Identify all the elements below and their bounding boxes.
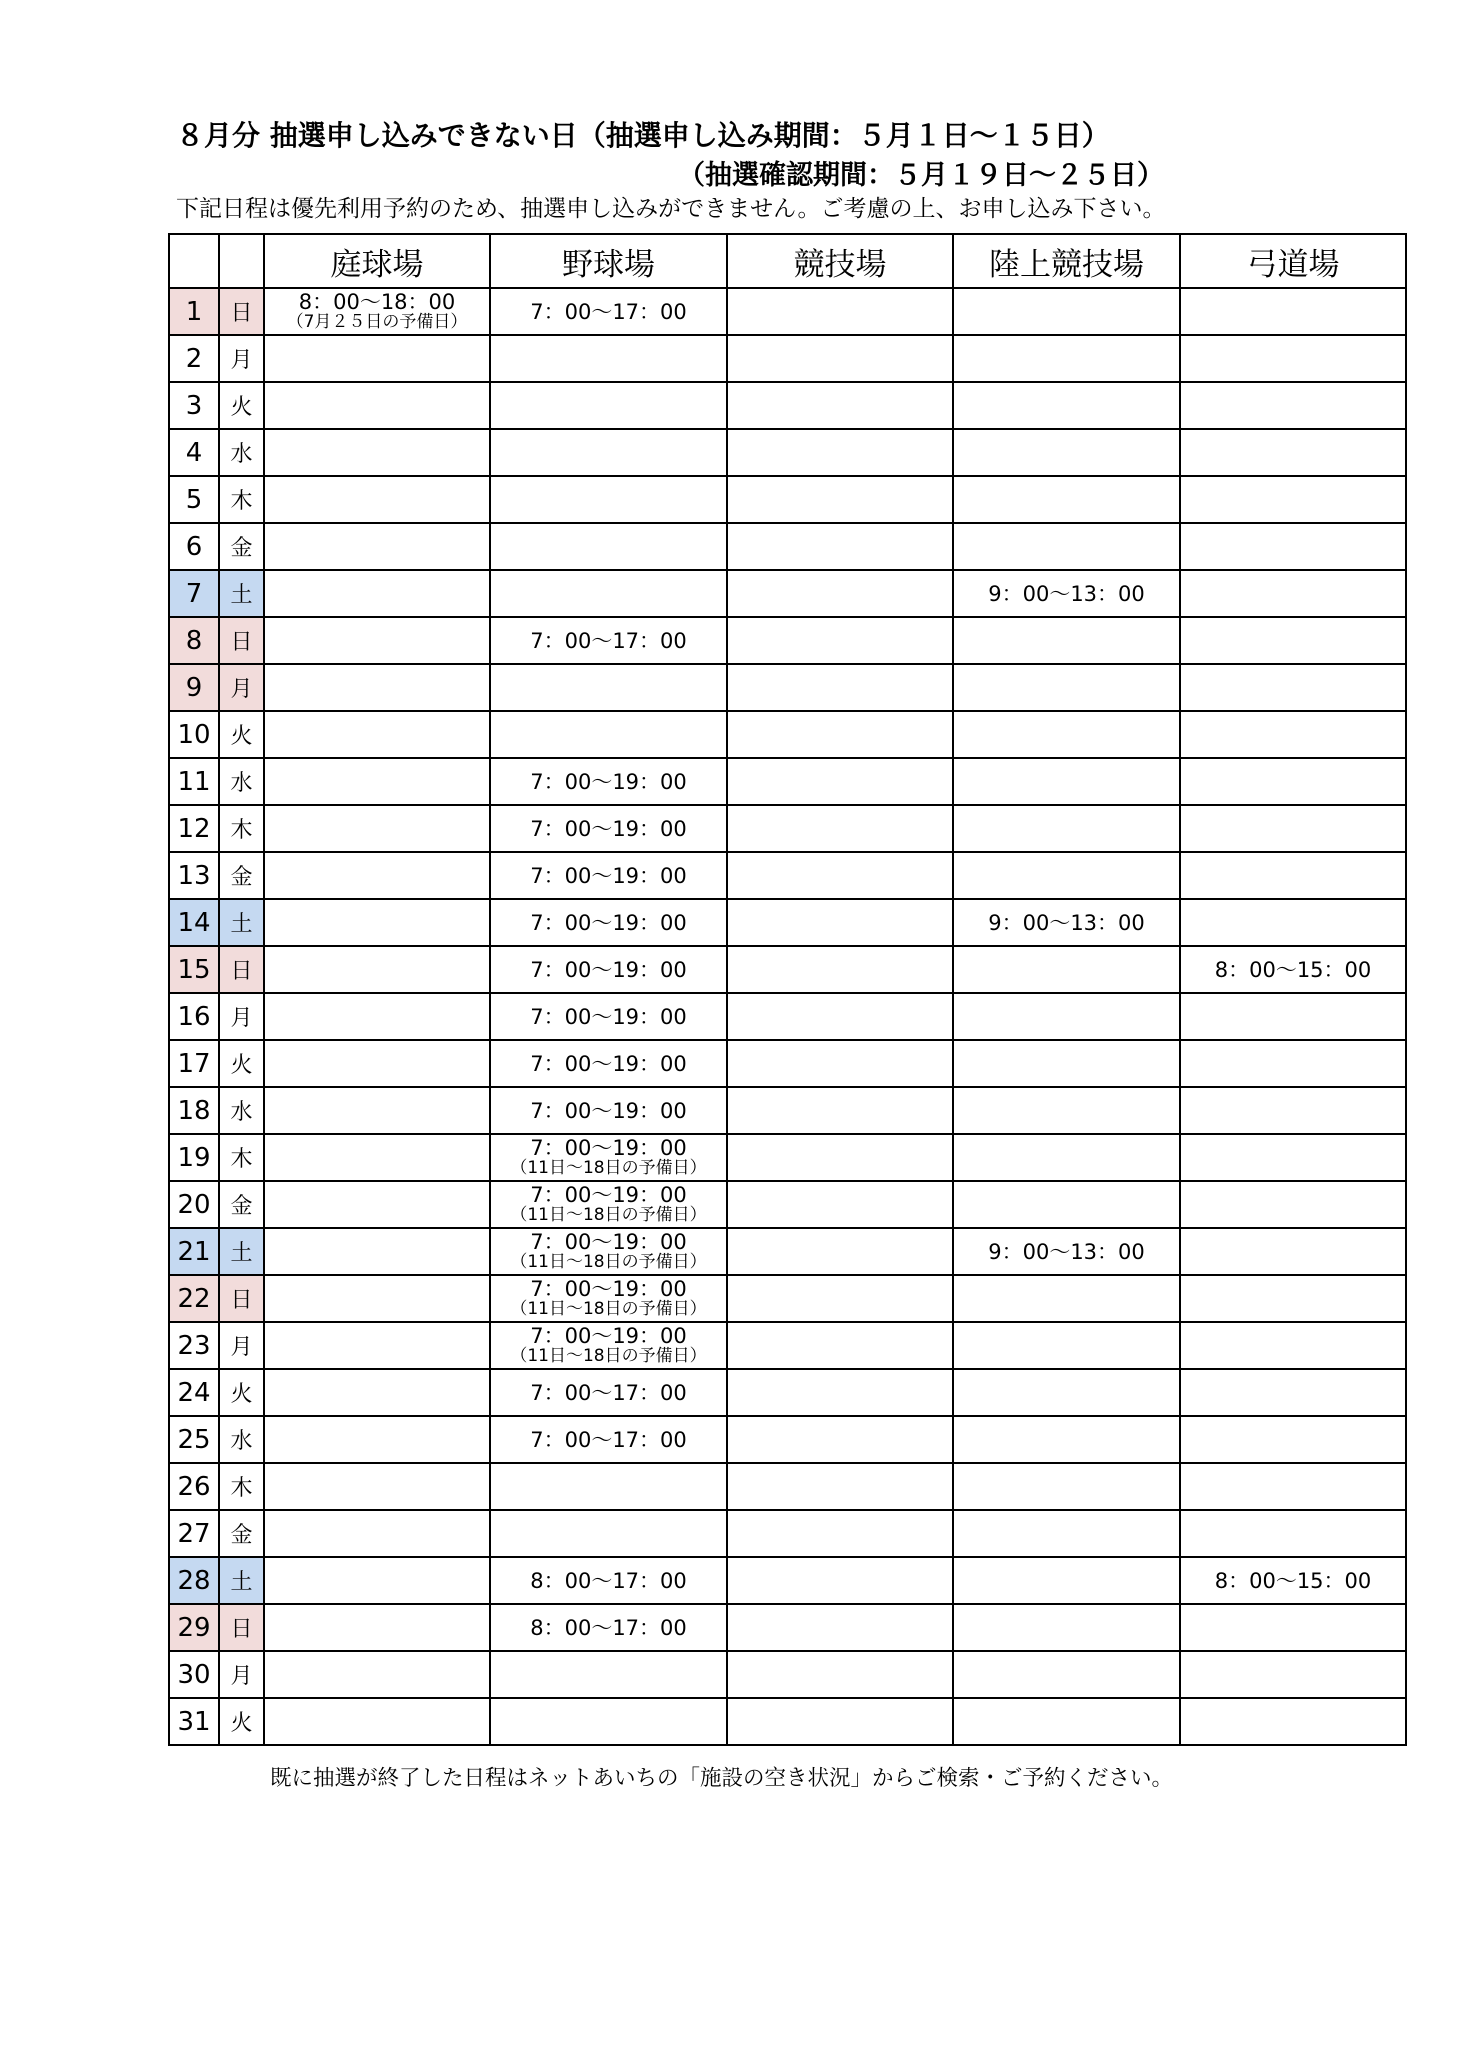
facility-cell-athletics-stadium: [953, 899, 1180, 946]
facility-cell-stadium: [727, 711, 953, 758]
facility-cell-stadium: [727, 523, 953, 570]
reserved-time: 8：00～17：00: [530, 1615, 687, 1640]
facility-cell-tennis-court: [264, 946, 490, 993]
table-row: [169, 664, 1406, 711]
table-row: [169, 946, 1406, 993]
facility-cell-baseball-field: [490, 1651, 727, 1698]
header-row: [169, 234, 1406, 288]
facility-cell-stadium: [727, 570, 953, 617]
facility-cell-archery-range: [1180, 852, 1406, 899]
facility-cell-stadium: [727, 805, 953, 852]
facility-cell-stadium: [727, 1275, 953, 1322]
reserved-time: 7：00～19：00: [530, 1182, 687, 1207]
facility-cell-tennis-court: [264, 570, 490, 617]
facility-cell-stadium: [727, 1087, 953, 1134]
facility-cell-archery-range: [1180, 288, 1406, 335]
facility-cell-baseball-field: [490, 1510, 727, 1557]
facility-cell-archery-range: [1180, 1228, 1406, 1275]
facility-cell-tennis-court: [264, 1698, 490, 1745]
facility-cell-stadium: [727, 1510, 953, 1557]
reserved-note: （11日～18日の予備日）: [510, 1251, 707, 1272]
facility-cell-baseball-field: [490, 1134, 727, 1181]
facility-cell-stadium: [727, 1322, 953, 1369]
facility-cell-baseball-field: [490, 1181, 727, 1228]
facility-cell-athletics-stadium: [953, 1557, 1180, 1604]
facility-cell-tennis-court: [264, 617, 490, 664]
facility-cell-archery-range: [1180, 1369, 1406, 1416]
schedule-body: [169, 288, 1406, 1745]
facility-cell-archery-range: [1180, 946, 1406, 993]
facility-cell-athletics-stadium: [953, 1698, 1180, 1745]
day-number-cell: 26: [169, 1463, 219, 1510]
facility-cell-tennis-court: [264, 1087, 490, 1134]
table-row: [169, 1463, 1406, 1510]
weekday-cell: 月: [219, 664, 264, 711]
facility-cell-archery-range: [1180, 664, 1406, 711]
weekday-cell: 日: [219, 1275, 264, 1322]
weekday-cell: 土: [219, 570, 264, 617]
facility-cell-archery-range: [1180, 570, 1406, 617]
table-row: [169, 382, 1406, 429]
facility-cell-baseball-field: [490, 523, 727, 570]
facility-cell-baseball-field: [490, 382, 727, 429]
facility-cell-tennis-court: [264, 523, 490, 570]
reserved-time: 7：00～17：00: [530, 299, 687, 324]
facility-cell-athletics-stadium: [953, 1463, 1180, 1510]
facility-cell-baseball-field: [490, 1416, 727, 1463]
facility-cell-archery-range: [1180, 711, 1406, 758]
facility-cell-archery-range: [1180, 1087, 1406, 1134]
facility-cell-baseball-field: [490, 476, 727, 523]
table-row: [169, 805, 1406, 852]
facility-cell-tennis-court: [264, 335, 490, 382]
day-number-cell: 13: [169, 852, 219, 899]
facility-cell-archery-range: [1180, 899, 1406, 946]
facility-cell-athletics-stadium: [953, 993, 1180, 1040]
day-number-cell: 21: [169, 1228, 219, 1275]
table-row: [169, 1087, 1406, 1134]
facility-cell-athletics-stadium: [953, 1228, 1180, 1275]
reserved-time: 8：00～15：00: [1214, 1568, 1372, 1593]
facility-cell-athletics-stadium: [953, 758, 1180, 805]
facility-cell-archery-range: [1180, 617, 1406, 664]
facility-cell-athletics-stadium: [953, 429, 1180, 476]
facility-cell-athletics-stadium: [953, 335, 1180, 382]
reserved-time: 7：00～19：00: [530, 1051, 687, 1076]
facility-cell-stadium: [727, 382, 953, 429]
facility-cell-archery-range: [1180, 1604, 1406, 1651]
reserved-note: （11日～18日の予備日）: [510, 1298, 707, 1319]
day-number-cell: 8: [169, 617, 219, 664]
facility-cell-tennis-court: [264, 429, 490, 476]
facility-cell-stadium: [727, 852, 953, 899]
facility-cell-baseball-field: [490, 335, 727, 382]
facility-cell-tennis-court: [264, 758, 490, 805]
table-row: [169, 1416, 1406, 1463]
facility-cell-baseball-field: [490, 1275, 727, 1322]
facility-cell-archery-range: [1180, 1181, 1406, 1228]
facility-cell-archery-range: [1180, 1134, 1406, 1181]
facility-cell-stadium: [727, 1134, 953, 1181]
table-row: [169, 1040, 1406, 1087]
facility-cell-archery-range: [1180, 1651, 1406, 1698]
day-number-cell: 15: [169, 946, 219, 993]
facility-cell-athletics-stadium: [953, 523, 1180, 570]
reserved-note: （11日～18日の予備日）: [510, 1345, 707, 1366]
weekday-cell: 金: [219, 1510, 264, 1557]
facility-cell-athletics-stadium: [953, 1040, 1180, 1087]
weekday-cell: 金: [219, 1181, 264, 1228]
day-number-cell: 17: [169, 1040, 219, 1087]
facility-cell-athletics-stadium: [953, 382, 1180, 429]
table-row: [169, 335, 1406, 382]
day-number-cell: 22: [169, 1275, 219, 1322]
day-number-cell: 28: [169, 1557, 219, 1604]
facility-cell-tennis-court: [264, 288, 490, 335]
header-athletics-stadium: 陸上競技場: [953, 234, 1180, 288]
table-row: [169, 899, 1406, 946]
facility-cell-stadium: [727, 1557, 953, 1604]
day-number-cell: 12: [169, 805, 219, 852]
table-row: [169, 1275, 1406, 1322]
facility-cell-stadium: [727, 1181, 953, 1228]
table-row: [169, 1228, 1406, 1275]
facility-cell-baseball-field: [490, 946, 727, 993]
facility-cell-athletics-stadium: [953, 1322, 1180, 1369]
facility-cell-stadium: [727, 1040, 953, 1087]
day-number-cell: 2: [169, 335, 219, 382]
table-row: [169, 852, 1406, 899]
table-row: [169, 476, 1406, 523]
facility-cell-tennis-court: [264, 1134, 490, 1181]
table-row: [169, 1698, 1406, 1745]
facility-cell-archery-range: [1180, 382, 1406, 429]
facility-cell-stadium: [727, 1651, 953, 1698]
table-row: [169, 758, 1406, 805]
day-number-cell: 29: [169, 1604, 219, 1651]
reserved-time: 8：00～18：00: [298, 289, 456, 314]
facility-cell-archery-range: [1180, 1698, 1406, 1745]
facility-cell-baseball-field: [490, 852, 727, 899]
weekday-cell: 水: [219, 758, 264, 805]
schedule-section: [168, 233, 1405, 1792]
facility-cell-athletics-stadium: [953, 476, 1180, 523]
weekday-cell: 土: [219, 899, 264, 946]
facility-cell-stadium: [727, 993, 953, 1040]
facility-cell-baseball-field: [490, 570, 727, 617]
facility-cell-athletics-stadium: [953, 288, 1180, 335]
table-header: [169, 234, 1406, 288]
reserved-time: 7：00～19：00: [530, 816, 687, 841]
facility-cell-baseball-field: [490, 1040, 727, 1087]
day-number-cell: 19: [169, 1134, 219, 1181]
weekday-cell: 火: [219, 382, 264, 429]
day-number-cell: 9: [169, 664, 219, 711]
facility-cell-baseball-field: [490, 1557, 727, 1604]
weekday-cell: 日: [219, 288, 264, 335]
facility-cell-tennis-court: [264, 1181, 490, 1228]
day-number-cell: 25: [169, 1416, 219, 1463]
weekday-cell: 水: [219, 1087, 264, 1134]
facility-cell-archery-range: [1180, 993, 1406, 1040]
weekday-cell: 木: [219, 805, 264, 852]
facility-cell-tennis-court: [264, 1275, 490, 1322]
weekday-cell: 木: [219, 1463, 264, 1510]
facility-cell-tennis-court: [264, 382, 490, 429]
reserved-time: 7：00～17：00: [530, 1427, 687, 1452]
facility-cell-stadium: [727, 429, 953, 476]
reserved-note: （7月２５日の予備日）: [286, 311, 468, 332]
facility-cell-athletics-stadium: [953, 852, 1180, 899]
facility-cell-tennis-court: [264, 899, 490, 946]
reserved-time: 7：00～19：00: [530, 769, 687, 794]
reserved-note: （11日～18日の予備日）: [510, 1204, 707, 1225]
facility-cell-stadium: [727, 664, 953, 711]
facility-cell-tennis-court: [264, 1369, 490, 1416]
facility-cell-athletics-stadium: [953, 1604, 1180, 1651]
facility-cell-baseball-field: [490, 1463, 727, 1510]
header-baseball-field: 野球場: [490, 234, 727, 288]
table-row: [169, 993, 1406, 1040]
facility-cell-archery-range: [1180, 1275, 1406, 1322]
facility-cell-archery-range: [1180, 523, 1406, 570]
facility-cell-stadium: [727, 1604, 953, 1651]
header-weekday: [219, 234, 264, 288]
facility-cell-stadium: [727, 335, 953, 382]
weekday-cell: 月: [219, 1651, 264, 1698]
weekday-cell: 日: [219, 1604, 264, 1651]
weekday-cell: 木: [219, 476, 264, 523]
weekday-cell: 水: [219, 429, 264, 476]
weekday-cell: 木: [219, 1134, 264, 1181]
weekday-cell: 火: [219, 711, 264, 758]
facility-cell-athletics-stadium: [953, 1510, 1180, 1557]
facility-cell-tennis-court: [264, 1557, 490, 1604]
facility-cell-tennis-court: [264, 1463, 490, 1510]
day-number-cell: 20: [169, 1181, 219, 1228]
table-row: [169, 617, 1406, 664]
facility-cell-baseball-field: [490, 993, 727, 1040]
facility-cell-tennis-court: [264, 476, 490, 523]
facility-cell-athletics-stadium: [953, 1134, 1180, 1181]
header-day: [169, 234, 219, 288]
header-stadium: 競技場: [727, 234, 953, 288]
facility-cell-baseball-field: [490, 899, 727, 946]
facility-cell-athletics-stadium: [953, 570, 1180, 617]
facility-cell-stadium: [727, 476, 953, 523]
reserved-time: 7：00～19：00: [530, 1229, 687, 1254]
table-row: [169, 1604, 1406, 1651]
table-row: [169, 1134, 1406, 1181]
schedule-table: [168, 233, 1407, 1746]
day-number-cell: 7: [169, 570, 219, 617]
facility-cell-archery-range: [1180, 805, 1406, 852]
table-row: [169, 1557, 1406, 1604]
facility-cell-baseball-field: [490, 1698, 727, 1745]
facility-cell-baseball-field: [490, 288, 727, 335]
header-tennis-court: 庭球場: [264, 234, 490, 288]
facility-cell-tennis-court: [264, 1416, 490, 1463]
facility-cell-baseball-field: [490, 1322, 727, 1369]
reserved-time: 8：00～15：00: [1214, 957, 1372, 982]
day-number-cell: 23: [169, 1322, 219, 1369]
facility-cell-tennis-court: [264, 1604, 490, 1651]
day-number-cell: 3: [169, 382, 219, 429]
reserved-time: 8：00～17：00: [530, 1568, 687, 1593]
facility-cell-athletics-stadium: [953, 1369, 1180, 1416]
day-number-cell: 30: [169, 1651, 219, 1698]
weekday-cell: 水: [219, 1416, 264, 1463]
weekday-cell: 火: [219, 1040, 264, 1087]
facility-cell-athletics-stadium: [953, 1275, 1180, 1322]
facility-cell-stadium: [727, 288, 953, 335]
facility-cell-stadium: [727, 1416, 953, 1463]
facility-cell-athletics-stadium: [953, 711, 1180, 758]
facility-cell-stadium: [727, 946, 953, 993]
facility-cell-athletics-stadium: [953, 1416, 1180, 1463]
facility-cell-archery-range: [1180, 758, 1406, 805]
facility-cell-archery-range: [1180, 335, 1406, 382]
day-number-cell: 11: [169, 758, 219, 805]
facility-cell-athletics-stadium: [953, 946, 1180, 993]
facility-cell-baseball-field: [490, 1369, 727, 1416]
table-row: [169, 711, 1406, 758]
reserved-time: 7：00～19：00: [530, 1323, 687, 1348]
weekday-cell: 土: [219, 1228, 264, 1275]
notice-text: 下記日程は優先利用予約のため、抽選申し込みができません。ご考慮の上、お申し込み下さい。: [176, 196, 1166, 222]
day-number-cell: 24: [169, 1369, 219, 1416]
reserved-time: 7：00～19：00: [530, 1135, 687, 1160]
facility-cell-tennis-court: [264, 664, 490, 711]
day-number-cell: 31: [169, 1698, 219, 1745]
reserved-time: 9：00～13：00: [988, 581, 1145, 606]
day-number-cell: 1: [169, 288, 219, 335]
header-archery-range: 弓道場: [1180, 234, 1406, 288]
facility-cell-archery-range: [1180, 429, 1406, 476]
facility-cell-baseball-field: [490, 1087, 727, 1134]
reserved-time: 9：00～13：00: [988, 1239, 1145, 1264]
table-row: [169, 1510, 1406, 1557]
facility-cell-athletics-stadium: [953, 664, 1180, 711]
facility-cell-tennis-court: [264, 1651, 490, 1698]
reserved-time: 9：00～13：00: [988, 910, 1145, 935]
day-number-cell: 6: [169, 523, 219, 570]
reserved-time: 7：00～19：00: [530, 1004, 687, 1029]
reserved-time: 7：00～19：00: [530, 910, 687, 935]
weekday-cell: 火: [219, 1369, 264, 1416]
weekday-cell: 月: [219, 993, 264, 1040]
table-row: [169, 429, 1406, 476]
confirmation-period: （抽選確認期間：５月１９日～２５日）: [678, 160, 1164, 191]
facility-cell-archery-range: [1180, 1416, 1406, 1463]
facility-cell-baseball-field: [490, 1228, 727, 1275]
day-number-cell: 18: [169, 1087, 219, 1134]
facility-cell-tennis-court: [264, 805, 490, 852]
table-row: [169, 288, 1406, 335]
day-number-cell: 5: [169, 476, 219, 523]
table-row: [169, 1651, 1406, 1698]
facility-cell-baseball-field: [490, 805, 727, 852]
facility-cell-baseball-field: [490, 758, 727, 805]
facility-cell-tennis-court: [264, 711, 490, 758]
facility-cell-tennis-court: [264, 852, 490, 899]
reserved-time: 7：00～19：00: [530, 1098, 687, 1123]
facility-cell-baseball-field: [490, 664, 727, 711]
day-number-cell: 16: [169, 993, 219, 1040]
facility-cell-athletics-stadium: [953, 805, 1180, 852]
day-number-cell: 14: [169, 899, 219, 946]
facility-cell-archery-range: [1180, 1510, 1406, 1557]
facility-cell-athletics-stadium: [953, 1651, 1180, 1698]
facility-cell-tennis-court: [264, 1510, 490, 1557]
facility-cell-stadium: [727, 1698, 953, 1745]
reserved-time: 7：00～19：00: [530, 863, 687, 888]
reserved-time: 7：00～17：00: [530, 1380, 687, 1405]
reserved-note: （11日～18日の予備日）: [510, 1157, 707, 1178]
weekday-cell: 金: [219, 523, 264, 570]
facility-cell-stadium: [727, 1369, 953, 1416]
footer-note: 既に抽選が終了した日程はネットあいちの「施設の空き状況」からご検索・ご予約ください。: [270, 1766, 1174, 1791]
facility-cell-archery-range: [1180, 1557, 1406, 1604]
table-row: [169, 1181, 1406, 1228]
table-row: [169, 1369, 1406, 1416]
day-number-cell: 10: [169, 711, 219, 758]
facility-cell-tennis-court: [264, 1322, 490, 1369]
weekday-cell: 火: [219, 1698, 264, 1745]
facility-cell-archery-range: [1180, 1322, 1406, 1369]
reserved-time: 7：00～17：00: [530, 628, 687, 653]
facility-cell-athletics-stadium: [953, 1087, 1180, 1134]
weekday-cell: 月: [219, 335, 264, 382]
weekday-cell: 金: [219, 852, 264, 899]
facility-cell-baseball-field: [490, 1604, 727, 1651]
facility-cell-athletics-stadium: [953, 617, 1180, 664]
facility-cell-stadium: [727, 617, 953, 664]
facility-cell-stadium: [727, 1463, 953, 1510]
page-title: ８月分 抽選申し込みできない日（抽選申し込み期間：５月１日～１５日）: [176, 119, 1110, 152]
facility-cell-stadium: [727, 899, 953, 946]
facility-cell-baseball-field: [490, 429, 727, 476]
table-row: [169, 570, 1406, 617]
facility-cell-tennis-court: [264, 993, 490, 1040]
facility-cell-archery-range: [1180, 1040, 1406, 1087]
weekday-cell: 日: [219, 946, 264, 993]
weekday-cell: 土: [219, 1557, 264, 1604]
table-row: [169, 1322, 1406, 1369]
facility-cell-stadium: [727, 758, 953, 805]
facility-cell-archery-range: [1180, 476, 1406, 523]
facility-cell-baseball-field: [490, 711, 727, 758]
facility-cell-tennis-court: [264, 1228, 490, 1275]
reserved-time: 7：00～19：00: [530, 1276, 687, 1301]
facility-cell-baseball-field: [490, 617, 727, 664]
day-number-cell: 4: [169, 429, 219, 476]
reserved-time: 7：00～19：00: [530, 957, 687, 982]
facility-cell-archery-range: [1180, 1463, 1406, 1510]
day-number-cell: 27: [169, 1510, 219, 1557]
facility-cell-tennis-court: [264, 1040, 490, 1087]
facility-cell-athletics-stadium: [953, 1181, 1180, 1228]
weekday-cell: 日: [219, 617, 264, 664]
table-row: [169, 523, 1406, 570]
facility-cell-stadium: [727, 1228, 953, 1275]
weekday-cell: 月: [219, 1322, 264, 1369]
